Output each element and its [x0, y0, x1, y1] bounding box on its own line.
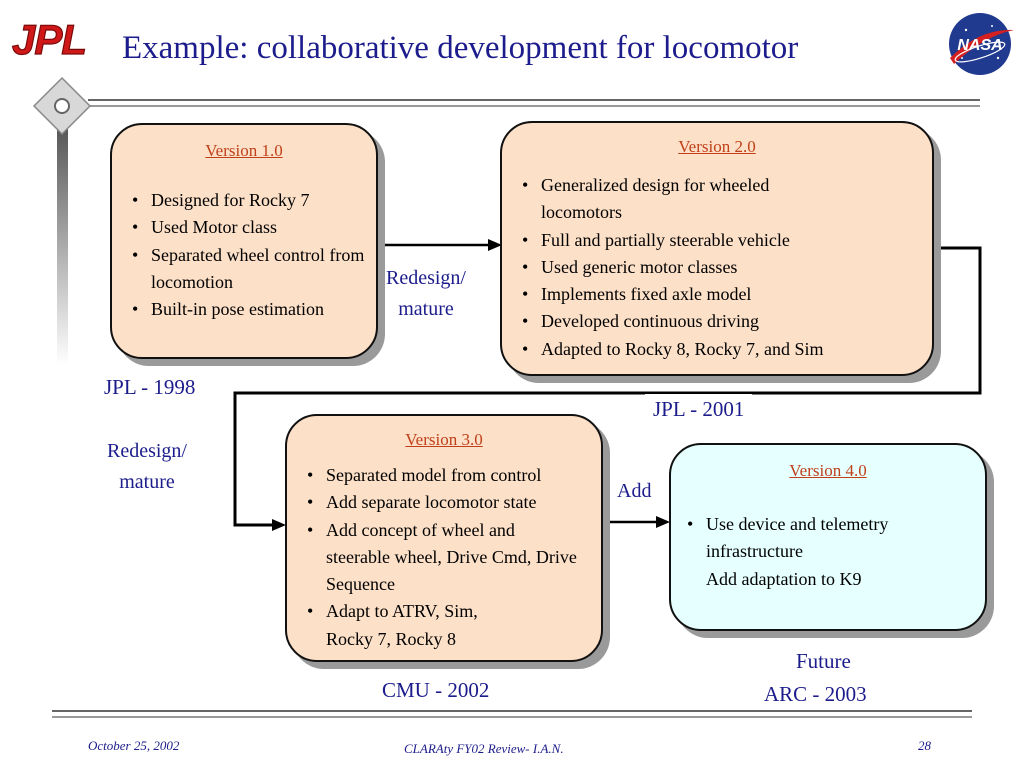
list-item: • Built-in pose estimation — [128, 296, 378, 323]
version-4-box — [669, 443, 987, 631]
jpl-2001-label: JPL - 2001 — [645, 394, 752, 425]
list-item-line: Add adaptation to K9 — [706, 568, 862, 589]
version-2-box — [500, 121, 934, 376]
version-3-box — [285, 414, 603, 662]
list-item: • Designed for Rocky 7 — [128, 187, 378, 214]
footer-date: October 25, 2002 — [88, 738, 180, 753]
list-item: • Add separate locomotor state — [303, 489, 603, 516]
svg-text:JPL: JPL — [12, 16, 87, 63]
version-4-list — [683, 511, 973, 593]
version-1-box — [110, 123, 378, 359]
list-item: • Adapted to Rocky 8, Rocky 7, and Sim — [518, 336, 918, 363]
version-1-title: Version 1.0 — [205, 141, 283, 160]
footer-page-number: 28 — [918, 738, 931, 753]
version-2-list — [518, 172, 918, 363]
version-3-title: Version 3.0 — [405, 430, 483, 449]
redesign-mature-label-2 — [107, 436, 187, 498]
arc-2003-label: ARC - 2003 — [764, 682, 867, 706]
add-label: Add — [617, 480, 652, 502]
page-title: Example: collaborative development for locomotor — [122, 30, 799, 66]
jpl-1998-label: JPL - 1998 — [104, 375, 196, 399]
list-item: • Developed continuous driving — [518, 308, 918, 335]
version-4-title: Version 4.0 — [789, 461, 867, 480]
list-item: • Full and partially steerable vehicle — [518, 227, 918, 254]
list-item: • Used generic motor classes — [518, 254, 918, 281]
list-item: • Add concept of wheel and steerable wheel, Drive Cmd, Drive Sequence — [303, 517, 581, 599]
version-2-title: Version 2.0 — [678, 137, 756, 156]
mature-text: mature — [398, 298, 454, 320]
svg-text:NASA: NASA — [957, 37, 1003, 54]
list-item: • Separated model from control — [303, 462, 603, 489]
version-3-list — [303, 462, 603, 653]
list-item: • Generalized design for wheeled locomotors — [518, 172, 846, 227]
list-item — [683, 511, 956, 593]
list-item: • Separated wheel control from locomotion — [128, 242, 378, 297]
cmu-2002-label: CMU - 2002 — [382, 678, 490, 702]
list-item-line: Use device and telemetry infrastructure — [706, 514, 889, 562]
version-1-list — [128, 187, 378, 323]
redesign-text: Redesign/ — [386, 267, 466, 289]
redesign-text: Redesign/ — [107, 440, 187, 462]
list-item: • Implements fixed axle model — [518, 281, 918, 308]
list-item: • Used Motor class — [128, 214, 378, 241]
footer-title: CLARAty FY02 Review- I.A.N. — [404, 741, 564, 756]
future-label: Future — [796, 649, 851, 673]
redesign-mature-label-1 — [386, 263, 466, 325]
list-item: • Adapt to ATRV, Sim, Rocky 7, Rocky 8 — [303, 598, 516, 653]
mature-text: mature — [119, 471, 175, 493]
